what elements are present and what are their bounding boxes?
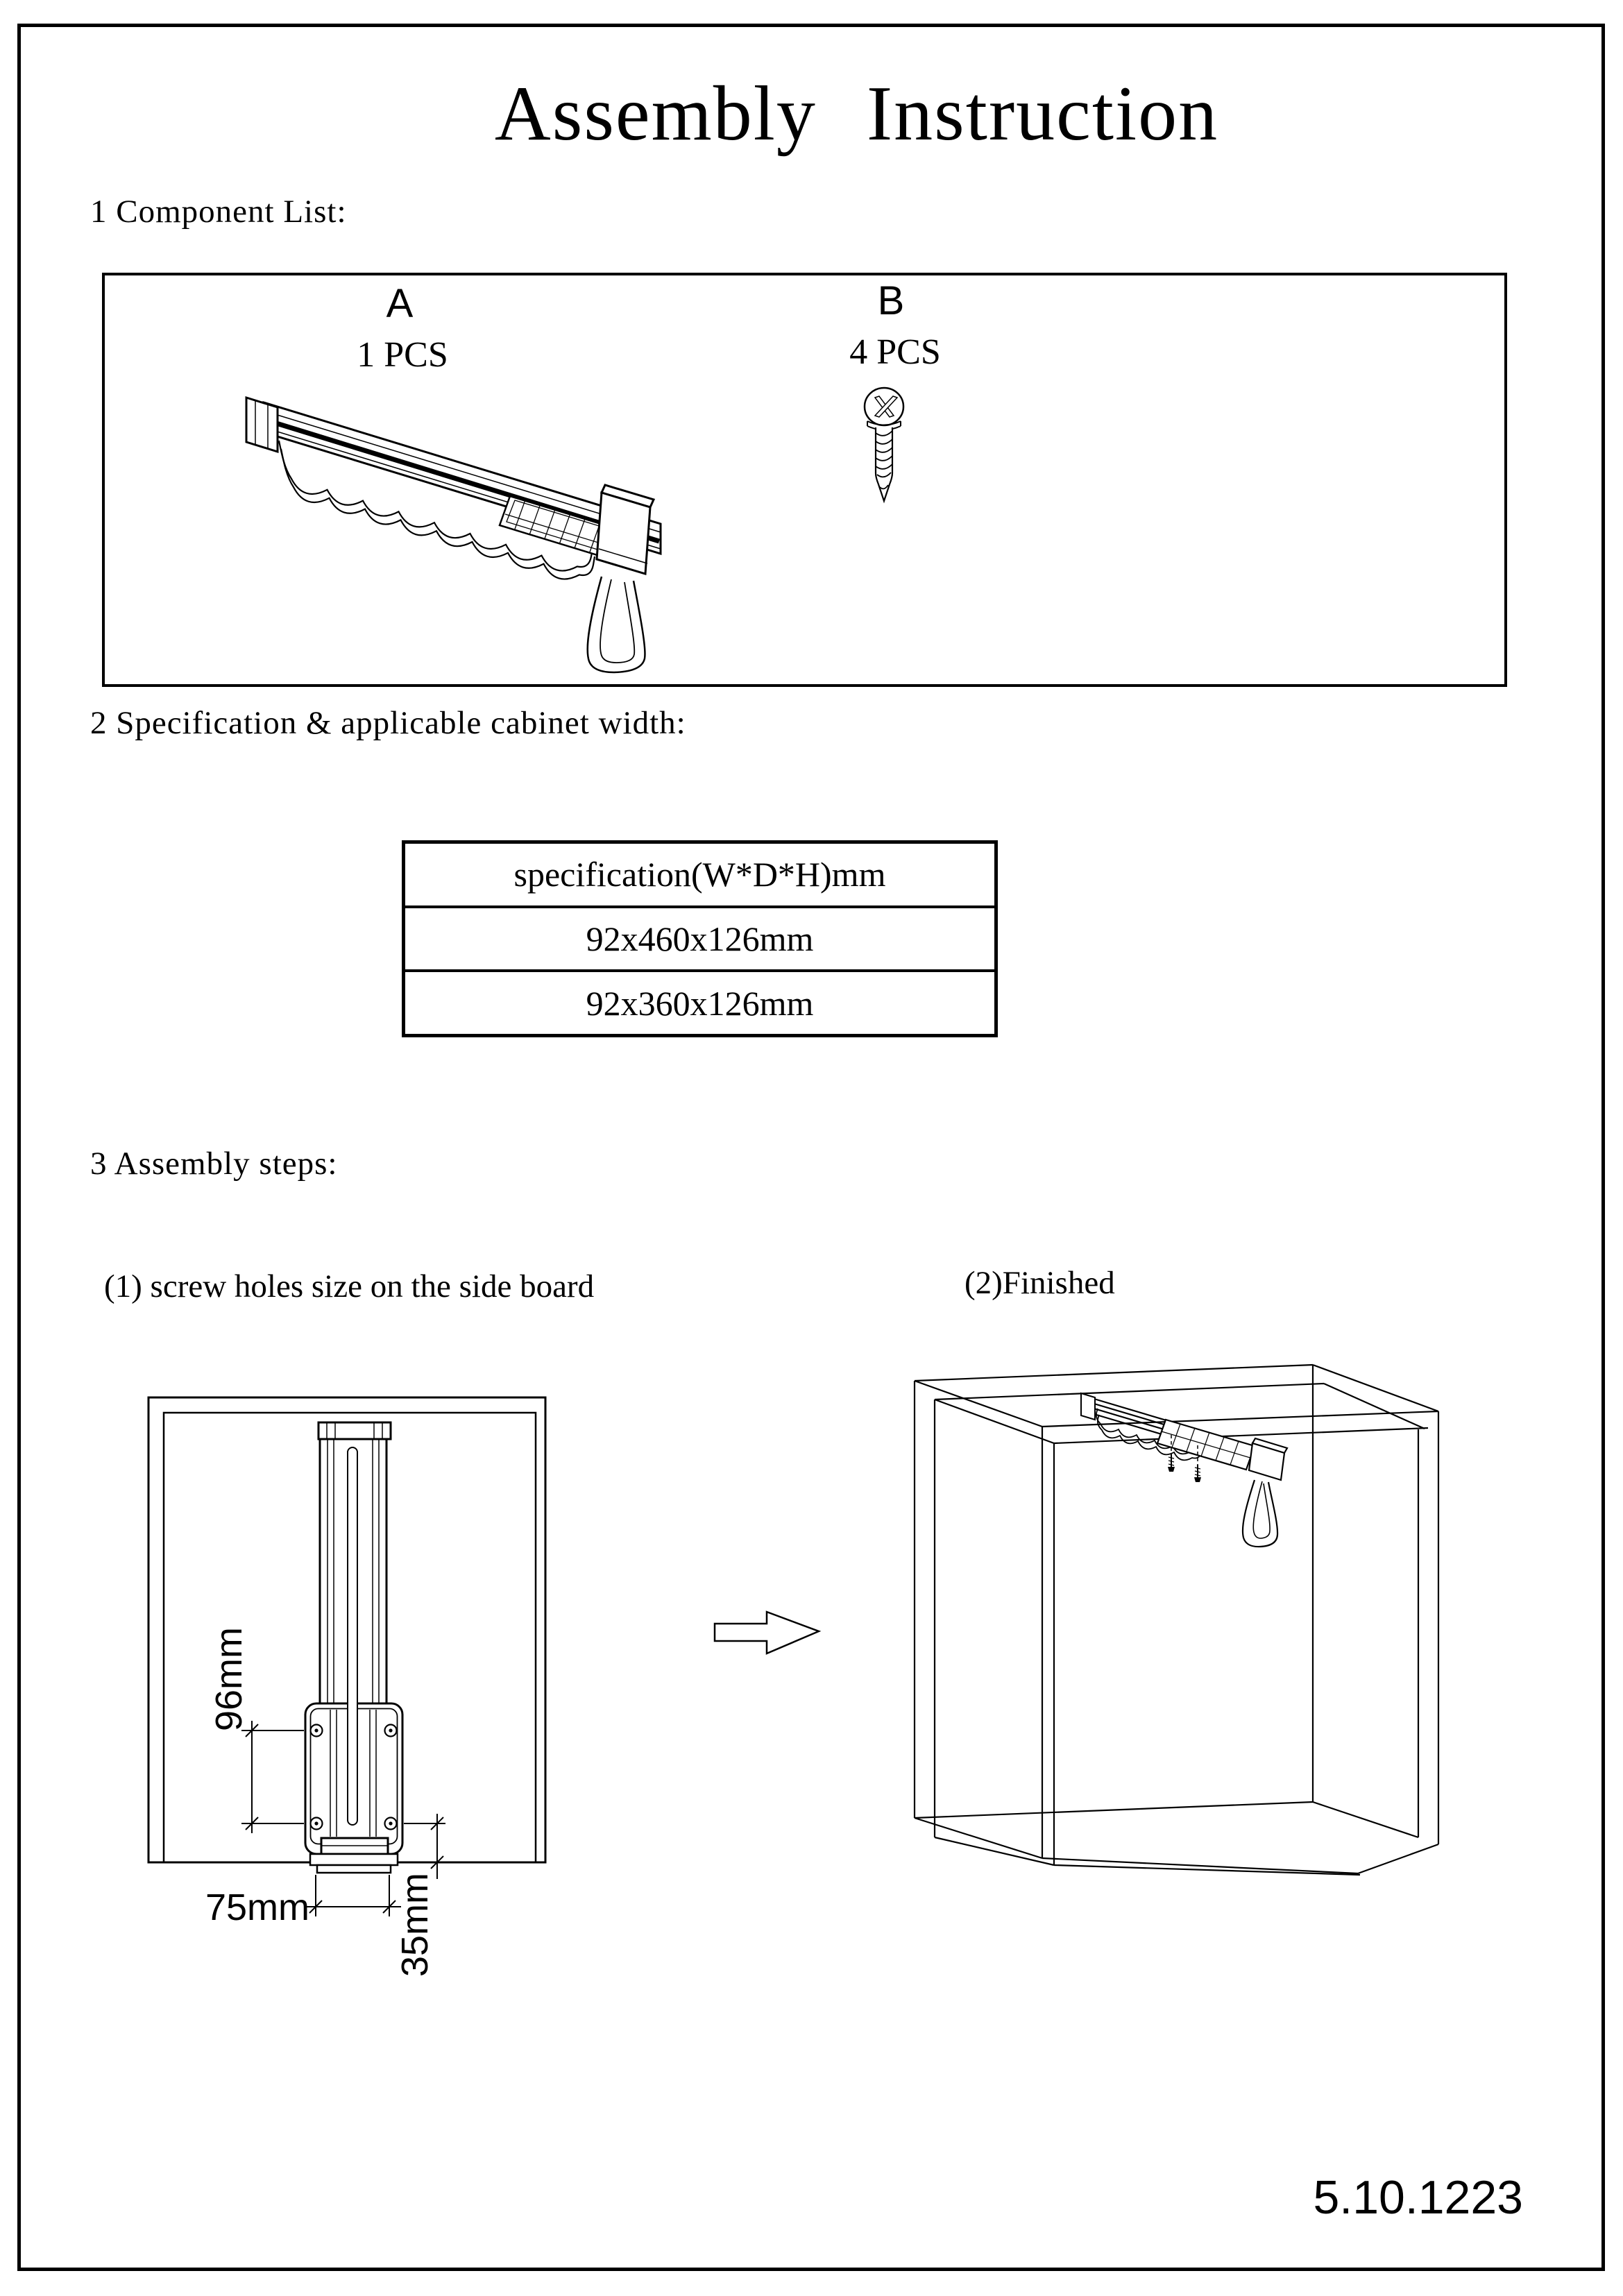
- part-a-label: A: [386, 281, 414, 326]
- pull-out-rack-drawing: [236, 385, 680, 683]
- spec-table-row: 92x360x126mm: [586, 983, 814, 1023]
- spec-table-row: 92x460x126mm: [405, 908, 994, 973]
- finished-cabinet-diagram: [874, 1318, 1499, 1978]
- section-assembly-heading: 3 Assembly steps:: [90, 1146, 338, 1182]
- dim-96mm-label: 96mm: [208, 1626, 250, 1732]
- section-component-heading: 1 Component List:: [90, 194, 347, 230]
- dim-35mm-label: 35mm: [394, 1872, 436, 1978]
- spec-table: [402, 840, 998, 1037]
- section-specification-heading: 2 Specification & applicable cabinet width:: [90, 705, 686, 741]
- screw-drawing: [852, 386, 916, 509]
- step-1-label: (1) screw holes size on the side board: [104, 1268, 595, 1304]
- part-b-qty: 4 PCS: [849, 332, 941, 372]
- page-title: Assembly Instruction: [494, 71, 1219, 157]
- side-board-diagram: [125, 1353, 569, 1978]
- spec-table-header: specification(W*D*H)mm: [405, 844, 994, 908]
- dim-75mm-label: 75mm: [205, 1887, 309, 1928]
- arrow-right-icon: [708, 1596, 833, 1665]
- step-2-label: (2)Finished: [965, 1265, 1115, 1301]
- part-b-label: B: [877, 278, 905, 323]
- document-code: 5.10.1223: [1313, 2171, 1523, 2224]
- part-a-qty: 1 PCS: [357, 335, 448, 375]
